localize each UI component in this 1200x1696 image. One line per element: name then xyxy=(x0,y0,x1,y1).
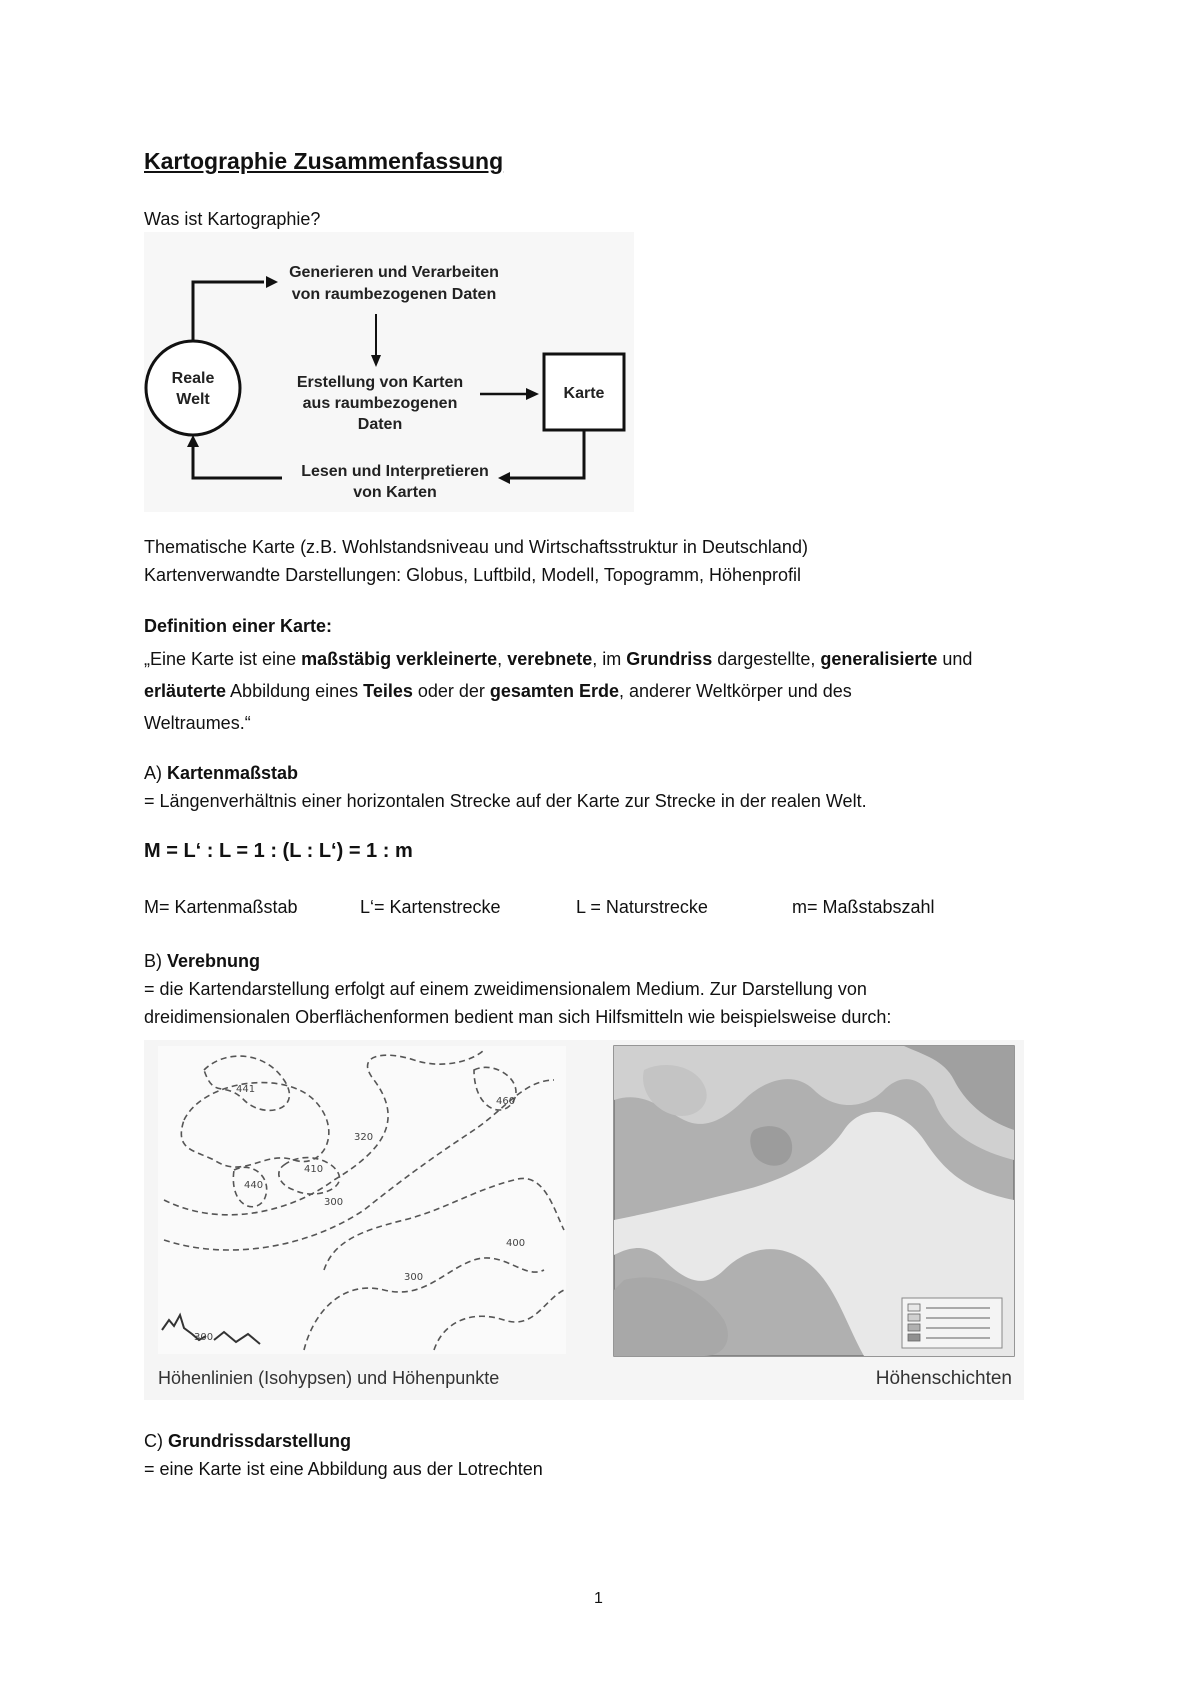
map-box-label: Karte xyxy=(563,385,605,402)
elevation-layers-map xyxy=(614,1046,1014,1356)
page-title: Kartographie Zusammenfassung xyxy=(144,148,504,174)
contour-label-5: 440 xyxy=(244,1180,264,1191)
top-label-2: von raumbezogenen Daten xyxy=(291,286,497,303)
contour-map xyxy=(158,1046,566,1354)
caption-layers: Höhenschichten xyxy=(875,1368,1012,1389)
definition-line-3: Weltraumes.“ xyxy=(144,713,251,733)
bottom-label-1: Lesen und Interpretieren xyxy=(301,463,489,480)
mid-label-2: aus raumbezogenen xyxy=(302,395,458,412)
section-a-text: = Längenverhältnis einer horizontalen Strecke auf der Karte zur Strecke in der realen Welt. xyxy=(144,791,867,811)
contour-label-7: 400 xyxy=(506,1238,526,1249)
bottom-label-2: von Karten xyxy=(353,484,437,501)
thematic-map-text: Thematische Karte (z.B. Wohlstandsniveau und Wirtschaftsstruktur in Deutschland) xyxy=(144,537,808,557)
contour-label-2: 460 xyxy=(496,1096,516,1107)
real-world-label-2: Welt xyxy=(176,391,210,408)
contour-label-8: 300 xyxy=(404,1272,424,1283)
top-label-1: Generieren und Verarbeiten xyxy=(289,264,499,281)
relief-figures xyxy=(144,1040,1024,1400)
section-c-heading: C) Grundrissdarstellung xyxy=(144,1431,352,1451)
section-b-heading: B) Verebnung xyxy=(144,951,261,971)
contour-label-9: 300 xyxy=(194,1332,214,1343)
section-b-text-1: = die Kartendarstellung erfolgt auf einem zweidimensionalem Medium. Zur Darstellung von xyxy=(144,979,867,999)
question-text: Was ist Kartographie? xyxy=(144,209,321,229)
definition-line-2: erläuterte Abbildung eines Teiles oder der gesamten Erde, anderer Weltkörper und des xyxy=(144,681,852,701)
definition-heading: Definition einer Karte: xyxy=(144,616,333,636)
cartography-cycle-diagram xyxy=(144,232,634,512)
real-world-label-1: Reale xyxy=(171,370,215,387)
contour-label-4: 410 xyxy=(304,1164,324,1175)
scale-formula: M = L‘ : L = 1 : (L : L‘) = 1 : m xyxy=(144,840,413,862)
legend-nature-distance: L = Naturstrecke xyxy=(576,897,708,917)
section-b-text-2: dreidimensionalen Oberflächenformen bedient man sich Hilfsmitteln wie beispielsweise durch: xyxy=(144,1007,892,1027)
section-a-heading: A) Kartenmaßstab xyxy=(144,763,299,783)
legend-scale-number: m= Maßstabszahl xyxy=(792,897,935,917)
page-number: 1 xyxy=(594,1590,603,1607)
section-c-text: = eine Karte ist eine Abbildung aus der Lotrechten xyxy=(144,1459,543,1479)
related-representations-text: Kartenverwandte Darstellungen: Globus, Luftbild, Modell, Topogramm, Höhenprofil xyxy=(144,565,802,585)
legend-map-distance: L‘= Kartenstrecke xyxy=(360,897,501,917)
caption-contours: Höhenlinien (Isohypsen) und Höhenpunkte xyxy=(158,1368,500,1388)
contour-label-6: 300 xyxy=(324,1197,344,1208)
contour-label-3: 320 xyxy=(354,1132,374,1143)
definition-line-1: „Eine Karte ist eine maßstäbig verkleinerte, verebnete, im Grundriss dargestellte, generalisierte und xyxy=(144,649,973,669)
legend-m: M= Kartenmaßstab xyxy=(144,897,298,917)
contour-label-1: 441 xyxy=(236,1084,256,1095)
real-world-circle xyxy=(146,341,240,435)
mid-label-3: Daten xyxy=(357,416,403,433)
mid-label-1: Erstellung von Karten xyxy=(296,374,464,391)
